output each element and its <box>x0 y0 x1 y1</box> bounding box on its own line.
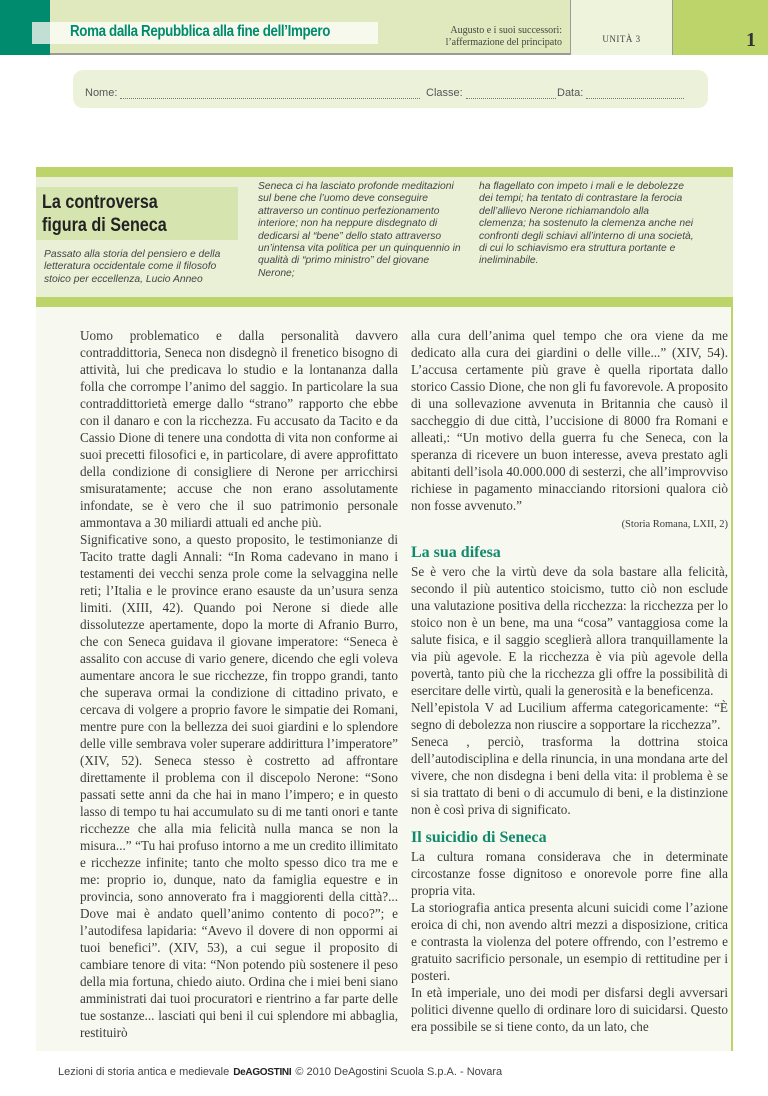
chapter-line: l’affermazione del principato <box>445 37 562 48</box>
series-name: Lezioni di storia antica e medievale <box>58 1066 230 1078</box>
intro-box <box>36 167 733 307</box>
left-column <box>80 327 398 1041</box>
name-line[interactable] <box>120 89 420 99</box>
intro-text-2: Seneca ci ha lasciato profonde meditazioni sul bene che l’uomo deve conseguire attraverso un continuo perfezionamento interiore; non ha neppure disdegnato di dedicarsi al “bene” dello stato attraverso un’intensa vita politica per un quinquennio in qualità di “primo ministro” del giovane Nerone; <box>258 181 461 279</box>
intro-text-1: Passato alla storia del pensiero e della letteratura occidentale come il filosofo stoico per eccellenza, Lucio Anneo <box>44 249 221 285</box>
publisher-logo: DeAGOSTINI <box>233 1066 292 1078</box>
page-cell <box>673 0 768 55</box>
paragraph: In età imperiale, uno dei modi per disfarsi degli avversari politici divenne quello di ordinare loro di suicidarsi. Questo era possibile se si tiene conto, da un lato, che <box>411 985 728 1034</box>
section-heading-suicide: Il suicidio di Seneca <box>411 829 547 846</box>
paragraph: Significative sono, a questo proposito, le testimonianze di Tacito tratte dagli Annali: “In Roma cadevano in mano i testamenti dei vecchi senza prole come la selvaggina nelle reti; l’Italia e le province erano esauste da un’usura senza limiti. (XIII, 42). Quando poi Nerone si diede alle dissolutezze apertamente, dopo la morte di Afranio Burro, che con Seneca guidava il giovane imperatore: “Seneca è assalito con accuse di vario genere, dicendo che egli voleva aumentare ancora le sue ricchezze, fin troppo grandi, tanto che superava ormai la condizione di cittadino privato, e cercava di volgere a proprio favore le simpatie dei Romani, mentre pure con la bellezza dei suoi giardini e lo splendore delle ville sembrava voler superare addirittura l’imperatore” (XIV, 52). Seneca stesso è costretto ad affrontare direttamente il problema con il discepolo Nerone: “Sono passati sette anni da che hai in mano l’impero; e in questo lasso di tempo tu hai accumulato su di me tanti onori e tante ricchezze che alla mia felicità nulla manca se non la misura...” “Tu hai profuso intorno a me un credito illimitato e ricchezze infinite; tanto che molto spesso dico tra me e me: proprio io, dunque, nato da famiglia equestre e in provincia, sono annoverato fra i maggiorenti della città?... Dove mai è andato quell’animo contento di poco?”; e l’autodifesa lapidaria: “Avevo il dovere di non oppormi ai tuoi benefici”. (XIV, 53), a cui segue il proposito di cambiare tenore di vita: “Non potendo più sostenere il peso della mia fortuna, chiedo aiuto. Ordina che i miei beni siano amministrati dai tuoi procuratori e rientrino a far parte delle tue sostanze... lasciati qui beni il cui splendore mi abbaglia, restituirò <box>80 532 398 1040</box>
citation: (Storia Romana, LXII, 2) <box>621 519 728 530</box>
right-column <box>411 327 728 1035</box>
date-field[interactable] <box>557 87 684 99</box>
date-line[interactable] <box>586 89 684 99</box>
unit-label: UNITÀ 3 <box>602 34 641 44</box>
paragraph: La cultura romana considerava che in determinate circostanze fosse dignitoso e onorevole porre fine alla propria vita. <box>411 849 728 898</box>
article-body <box>36 307 733 1051</box>
name-field[interactable] <box>85 87 420 99</box>
paragraph: Se è vero che la virtù deve da sola bastare alla felicità, secondo il più autentico stoicismo, tutto ciò non esclude una valutazione positiva della ricchezza: la ricchezza per lo stoico non è un bene, ma una “cosa” vantaggiosa come la salute fisica, e il saggio sceglierà allora tranquillamente la via più agevole. E la ricchezza è via più agevole della povertà, tanto più che la ricchezza gli offre la possibilità di esercitare delle virtù, quali la generosità e la beneficenza. <box>411 564 728 698</box>
title-line: La controversa <box>42 192 158 213</box>
paragraph: La storiografia antica presenta alcuni suicidi come l’azione eroica di chi, non avendo altri mezzi a disposizione, critica e contrasta la violenza del potere offrendo, con l’estremo e gratuito sacrificio personale, un esempio di rettitudine per i posteri. <box>411 900 728 983</box>
unit-cell <box>570 0 673 55</box>
paragraph: Uomo problematico e dalla personalità davvero contraddittoria, Seneca non disdegnò il frenetico bisogno di attività, lui che predicava lo studio e la lontananza dalla folla che corrompe l’animo del saggio. In particolare la sua contraddittorietà emerge dallo “strano” rapporto che ebbe con il danaro e con la ricchezza. Fu accusato da Tacito e da Cassio Dione di tenere una condotta di vita non conforme ai suoi precetti filosofici e, in particolare, di avere approfittato della condizione di consigliere di Nerone per arricchirsi smisuratamente; accuse che non erano assolutamente infondate, se è vero che il suo patrimonio personale ammontava a 30 miliardi attuali ed anche più. <box>80 328 398 530</box>
intro-text-3: ha flagellato con impeto i mali e le debolezze dei tempi; ha tentato di contrastare la ferocia dell’allievo Nerone richiamandolo alla clemenza; ha sostenuto la clemenza anche nei confronti degli schiavi all’interno di una società, di cui lo schiavismo era struttura portante e ineliminabile. <box>479 181 694 267</box>
book-title: Roma dalla Repubblica alla fine dell’Impero <box>70 23 331 40</box>
date-label: Data: <box>557 87 584 99</box>
intro-title <box>42 191 167 237</box>
class-line[interactable] <box>466 89 556 99</box>
page-number: 1 <box>746 29 756 51</box>
section-heading-defense: La sua difesa <box>411 544 501 561</box>
class-label: Classe: <box>426 87 463 99</box>
paragraph: Seneca , perciò, trasforma la dottrina stoica dell’autodisciplina e della rinuncia, in una mondana arte del vivere, che non disdegna i beni della vita: il problema è se si sia trattato di beni o di accumulo di beni, e la distinzione non è così priva di significato. <box>411 734 728 817</box>
paragraph: alla cura dell’anima quel tempo che ora viene da me dedicato alla cura dei giardini o delle ville...” (XIV, 54). L’accusa certamente più grave è quella riportata dallo storico Cassio Dione, che non gli fu favorevole. A proposito di una sollevazione avvenuta in Britannia che causò il saccheggio di due città, l’uccisione di 8000 fra Romani e alleati,: “Un motivo della guerra fu che Seneca, con la speranza di ricevere un buon interesse, aveva prestato agli abitanti dell’isola 40.000.000 di sesterzi, che all’improvviso richiese in pagamento minacciando ritorsioni qualora ciò non fosse avvenuto.” <box>411 328 728 513</box>
copyright: © 2010 DeAgostini Scuola S.p.A. - Novara <box>295 1066 503 1078</box>
intro-title-box <box>36 187 238 240</box>
paragraph: Nell’epistola V ad Lucilium afferma categoricamente: “È segno di debolezza non riuscire a sopportare la ricchezza”. <box>411 700 728 732</box>
page-footer <box>58 1066 502 1078</box>
class-field[interactable] <box>426 87 556 99</box>
chapter-title <box>420 25 562 49</box>
name-label: Nome: <box>85 87 118 99</box>
chapter-line: Augusto e i suoi successori: <box>450 25 562 36</box>
page-header <box>0 0 768 55</box>
student-info-bar <box>73 70 708 108</box>
title-line: figura di Seneca <box>42 215 167 236</box>
